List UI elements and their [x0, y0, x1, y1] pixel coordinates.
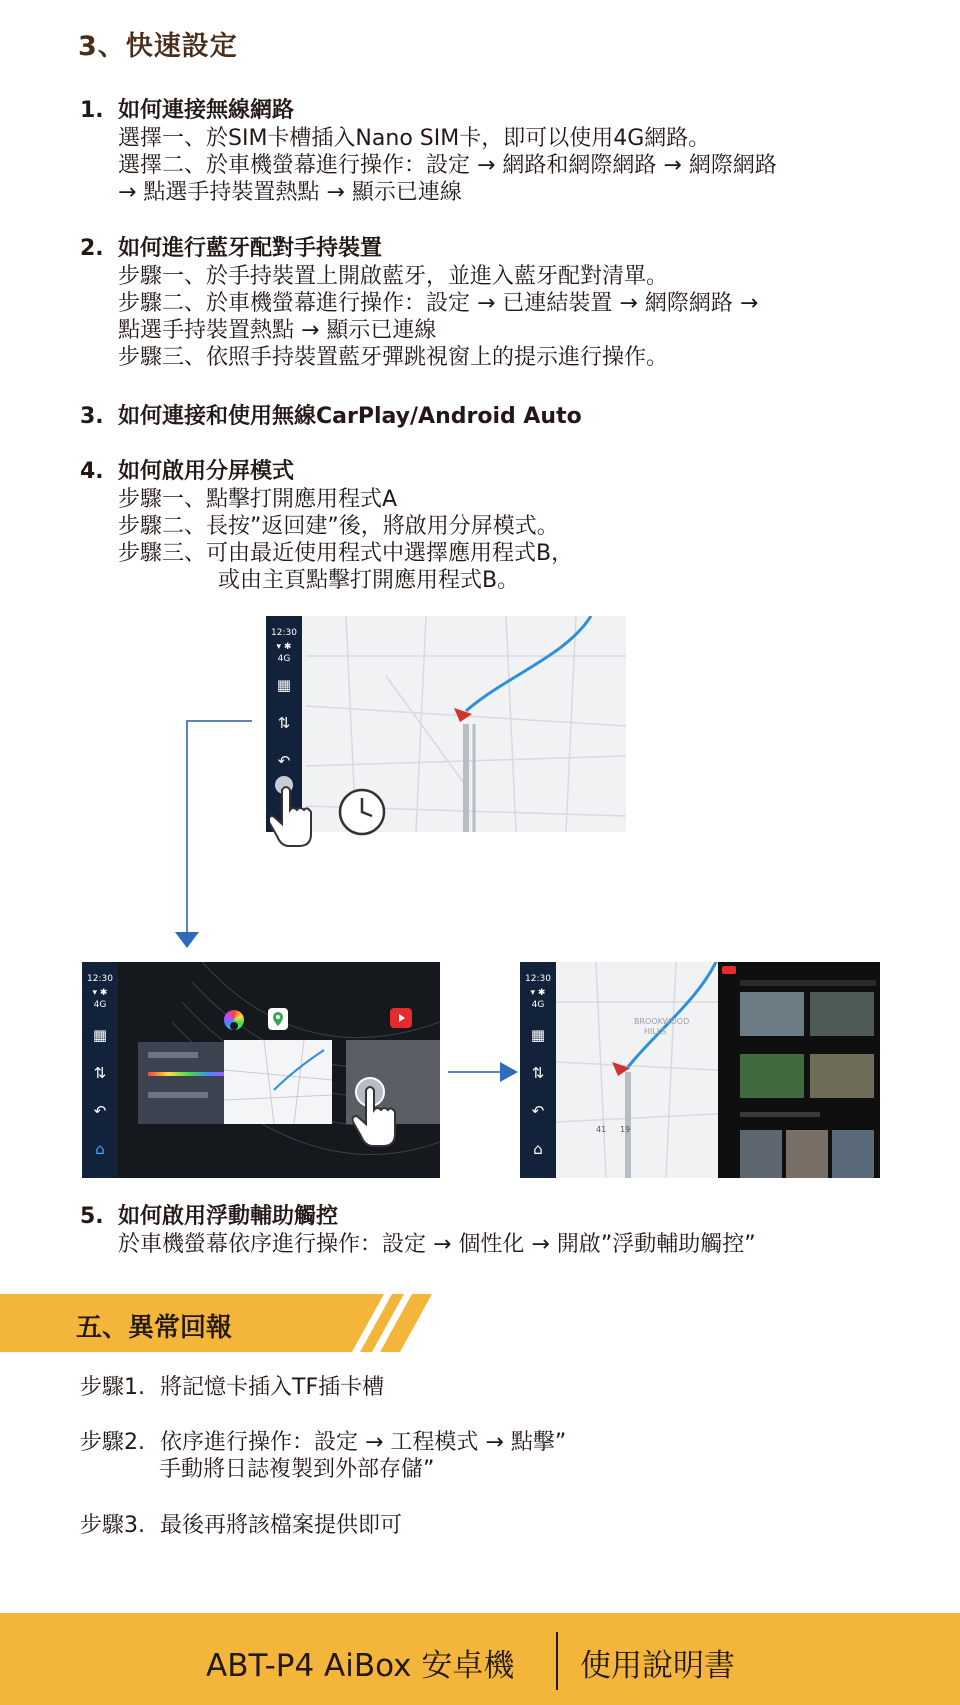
home-icon: ⌂ [533, 1140, 543, 1158]
flow-connector [448, 1071, 506, 1073]
tap-hand-icon [350, 1072, 416, 1152]
long-press-hand-icon [270, 776, 390, 848]
flow-connector [186, 720, 188, 934]
home-icon: ⌂ [95, 1140, 105, 1158]
step-label: 步驟3. [80, 1513, 145, 1538]
clock-text: 12:30 [87, 974, 113, 984]
item-line: 步驟三、依照手持裝置藍牙彈跳視窗上的提示進行操作。 [118, 345, 669, 370]
grid-icon: ▦ [92, 1026, 108, 1044]
faq-item-4 [80, 458, 900, 593]
video-thumbnail [832, 1130, 874, 1178]
item-line: 步驟一、點擊打開應用程式A [118, 487, 398, 512]
item-line: 或由主頁點擊打開應用程式B。 [218, 568, 520, 593]
clock-text: 12:30 [525, 974, 551, 984]
item-title: 如何連接和使用無線CarPlay/Android Auto [118, 404, 582, 429]
item-line: 於車機螢幕依序進行操作：設定 → 個性化 → 開啟”浮動輔助觸控” [118, 1232, 756, 1257]
right-arrow-icon [500, 1062, 518, 1082]
footer-divider [556, 1632, 558, 1690]
car-dock [82, 962, 118, 1178]
map-label: BROOKWOOD [634, 1017, 690, 1026]
back-icon: ↶ [93, 1102, 107, 1120]
item-number: 3. [80, 404, 104, 429]
grid-icon: ▦ [530, 1026, 546, 1044]
item-title: 如何連接無線網路 [118, 98, 295, 123]
screen-split-mode [520, 962, 880, 1178]
report-step-3 [80, 1512, 402, 1540]
clock-text: 12:30 [271, 628, 297, 638]
report-step-2 [80, 1429, 566, 1457]
car-dock [520, 962, 556, 1178]
screen-recent-apps [82, 962, 440, 1178]
video-thumbnail [810, 1054, 874, 1098]
down-arrow-icon [175, 932, 199, 950]
step-text: 將記憶卡插入TF插卡槽 [160, 1375, 385, 1400]
item-line: 步驟三、可由最近使用程式中選擇應用程式B， [118, 541, 574, 566]
faq-item-1 [80, 97, 900, 205]
sliders-icon: ⇅ [531, 1064, 545, 1082]
video-app-panel [718, 962, 880, 1178]
faq-item-5 [80, 1203, 900, 1263]
item-line: 選擇二、於車機螢幕進行操作：設定 → 網路和網際網路 → 網際網路 [118, 153, 777, 178]
item-line: 步驟二、於車機螢幕進行操作：設定 → 已連結裝置 → 網際網路 → [118, 291, 759, 316]
back-icon: ↶ [277, 752, 291, 770]
step-text: 最後再將該檔案提供即可 [160, 1513, 403, 1538]
maps-app-icon [268, 1008, 288, 1030]
item-title: 如何啟用浮動輔助觸控 [118, 1204, 339, 1229]
network-text: 4G [93, 1000, 107, 1010]
video-logo-icon [722, 966, 736, 974]
item-number: 5. [80, 1204, 104, 1229]
video-app-icon [390, 1008, 412, 1028]
item-line: 步驟二、長按”返回建”後，將啟用分屏模式。 [118, 514, 559, 539]
item-line: 點選手持裝置熱點 → 顯示已連線 [118, 318, 437, 343]
sliders-icon: ⇅ [93, 1064, 107, 1082]
video-thumbnail [740, 1130, 782, 1178]
status-icons: ▾ ✱ [276, 642, 292, 652]
status-icons: ▾ ✱ [92, 988, 108, 998]
item-title: 如何進行藍牙配對手持裝置 [118, 236, 383, 261]
item-number: 1. [80, 98, 104, 123]
app-card-maps [224, 1040, 332, 1124]
road-shield: 19 [620, 1125, 631, 1134]
section-title: 3、快速設定 [78, 31, 238, 62]
status-icons: ▾ ✱ [530, 988, 546, 998]
faq-item-3 [80, 403, 900, 433]
video-thumbnail [786, 1130, 828, 1178]
step-text: 依序進行操作：設定 → 工程模式 → 點擊” [160, 1430, 567, 1455]
item-number: 4. [80, 459, 104, 484]
grid-icon: ▦ [276, 676, 292, 694]
faq-item-2 [80, 235, 900, 370]
network-text: 4G [277, 654, 291, 664]
footer-product: ABT-P4 AiBox 安卓機 [206, 1648, 515, 1684]
section5-title: 五、異常回報 [76, 1313, 233, 1343]
footer-manual: 使用說明書 [580, 1648, 735, 1684]
step-text-continued: 手動將日誌複製到外部存儲” [159, 1457, 435, 1482]
report-step-1 [80, 1374, 384, 1402]
flow-connector [186, 720, 252, 722]
map-label: HILLS [644, 1027, 667, 1036]
back-icon: ↶ [531, 1102, 545, 1120]
video-thumbnail [810, 992, 874, 1036]
video-thumbnail [740, 1054, 804, 1098]
item-line: 步驟一、於手持裝置上開啟藍牙，並進入藍牙配對清單。 [118, 264, 669, 289]
road-shield: 41 [596, 1125, 607, 1134]
step-label: 步驟1. [80, 1375, 145, 1400]
item-line: 選擇一、於SIM卡槽插入Nano SIM卡，即可以使用4G網路。 [118, 126, 711, 151]
item-line: → 點選手持裝置熱點 → 顯示已連線 [118, 180, 462, 205]
step-label: 步驟2. [80, 1430, 145, 1455]
item-title: 如何啟用分屏模式 [118, 459, 295, 484]
sliders-icon: ⇅ [277, 714, 291, 732]
item-number: 2. [80, 236, 104, 261]
network-text: 4G [531, 1000, 545, 1010]
video-thumbnail [740, 992, 804, 1036]
